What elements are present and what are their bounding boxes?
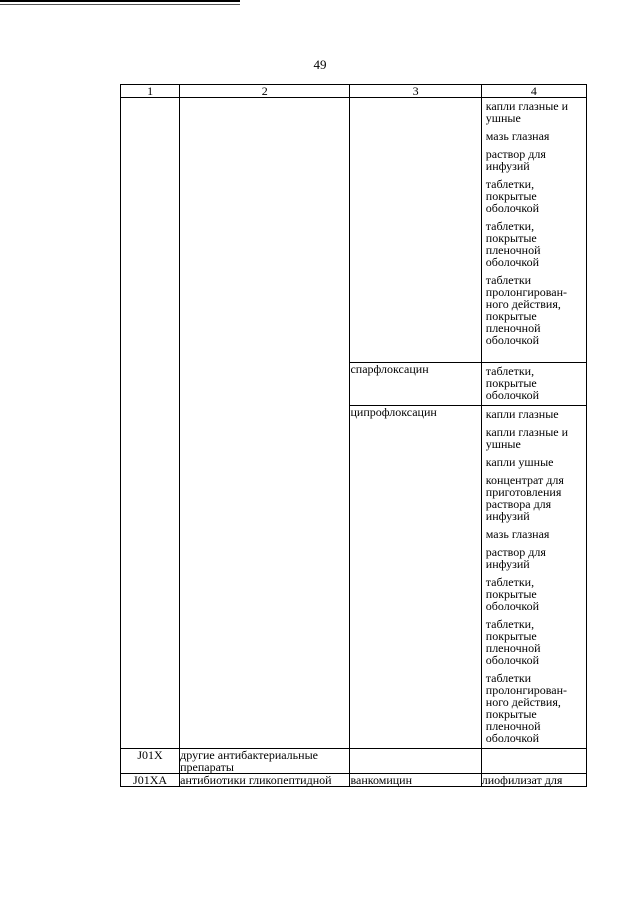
dosage-form: таблетки пролонгирован- ного действия, покрытые пленочной оболочкой [485,273,568,347]
dosage-form-list [482,363,586,405]
dosage-form: мазь глазная [485,527,550,541]
dosage-form: таблетки, покрытые оболочкой [485,177,540,215]
col-header-2: 2 [180,85,350,98]
atc-code: J01X [121,749,180,774]
dosage-form: таблетки, покрытые оболочкой [485,364,540,402]
table-row [121,749,587,774]
forms-cell [481,98,586,363]
drug-cell [350,749,481,774]
dosage-form: концентрат для приготовления раствора для инфузий [485,473,564,523]
dosage-form: лиофилизат для [481,774,586,787]
dosage-form-list [482,98,586,350]
table-header-row [121,85,587,98]
col-header-3: 3 [350,85,481,98]
dosage-form: таблетки, покрытые пленочной оболочкой [485,219,541,269]
col-header-1: 1 [121,85,180,98]
dosage-form: капли глазные и ушные [485,425,569,451]
drug-name: спарфлоксацин [350,363,481,406]
atc-code: J01XA [121,774,180,787]
dosage-form: таблетки, покрытые оболочкой [485,575,540,613]
dosage-form: капли глазные [485,407,559,421]
dosage-form: раствор для инфузий [485,147,546,173]
drug-name: ципрофлоксацин [350,406,481,749]
top-rule-thin [0,4,240,5]
drug-name: ванкомицин [350,774,481,787]
dosage-form: таблетки, покрытые пленочной оболочкой [485,617,541,667]
medicines-table [120,84,587,787]
forms-cell [481,406,586,749]
table-row [121,774,587,787]
group-name: антибиотики гликопептидной [180,774,350,787]
dosage-form: капли ушные [485,455,554,469]
group-name: другие антибактериальные препараты [180,749,350,774]
dosage-form: капли глазные и ушные [485,99,569,125]
table-row [121,98,587,363]
dosage-form: мазь глазная [485,129,550,143]
group-cell [180,98,350,749]
col-header-4: 4 [481,85,586,98]
forms-cell [481,363,586,406]
dosage-form: таблетки пролонгирован- ного действия, покрытые пленочной оболочкой [485,671,568,745]
dosage-form: раствор для инфузий [485,545,546,571]
code-cell [121,98,180,749]
dosage-form-list [482,406,586,748]
forms-cell [481,749,586,774]
top-rule [0,0,240,2]
drug-cell [350,98,481,363]
page-number: 49 [313,57,327,72]
